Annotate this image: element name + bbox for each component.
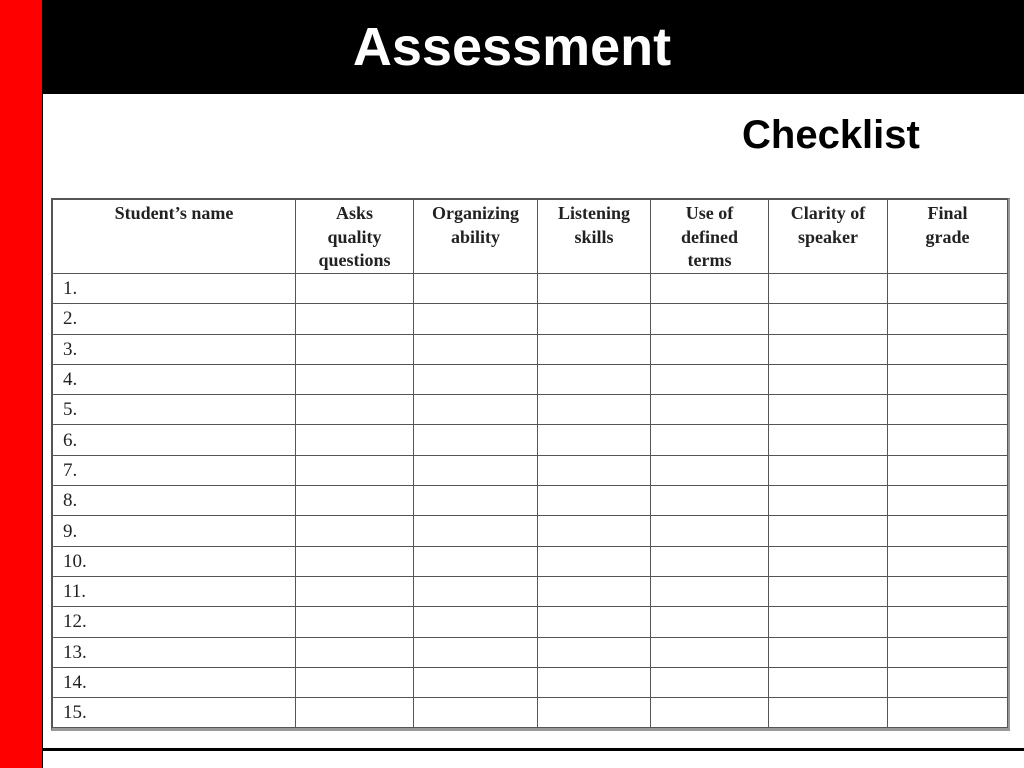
grade-cell	[888, 637, 1008, 667]
grade-cell	[888, 334, 1008, 364]
grade-cell	[769, 425, 888, 455]
grade-cell	[414, 364, 538, 394]
header-final-grade	[888, 200, 1008, 274]
grade-cell	[538, 395, 651, 425]
row-number-cell: 7.	[53, 455, 296, 485]
grade-cell	[414, 698, 538, 728]
table-row	[53, 486, 1008, 516]
table-row	[53, 274, 1008, 304]
header-line: Listening	[557, 203, 631, 223]
grade-cell	[538, 546, 651, 576]
grade-cell	[651, 486, 769, 516]
header-asks-quality-questions	[296, 200, 414, 274]
grade-cell	[538, 304, 651, 334]
grade-cell	[414, 607, 538, 637]
grade-cell	[296, 395, 414, 425]
table-row	[53, 334, 1008, 364]
grade-cell	[651, 698, 769, 728]
grade-cell	[769, 395, 888, 425]
grade-cell	[296, 576, 414, 606]
grade-cell	[651, 304, 769, 334]
grade-cell	[296, 486, 414, 516]
grade-cell	[414, 304, 538, 334]
header-line: speaker	[798, 226, 858, 247]
grade-cell	[769, 607, 888, 637]
table-row	[53, 395, 1008, 425]
grade-cell	[888, 455, 1008, 485]
grade-cell	[538, 364, 651, 394]
header-line: Organizing	[431, 203, 519, 223]
header-line: quality	[327, 226, 382, 247]
grade-cell	[538, 274, 651, 304]
grade-cell	[769, 546, 888, 576]
grade-cell	[414, 667, 538, 697]
grade-cell	[769, 516, 888, 546]
grade-cell	[538, 425, 651, 455]
grade-cell	[769, 455, 888, 485]
row-number-cell: 8.	[53, 486, 296, 516]
grade-cell	[296, 334, 414, 364]
header-line: Use of	[685, 203, 734, 223]
table-row	[53, 425, 1008, 455]
header-line: Final	[927, 203, 968, 223]
row-number-cell: 1.	[53, 274, 296, 304]
grade-cell	[296, 698, 414, 728]
table-row	[53, 667, 1008, 697]
grade-cell	[769, 637, 888, 667]
grade-cell	[296, 455, 414, 485]
grade-cell	[296, 546, 414, 576]
grade-cell	[296, 516, 414, 546]
grade-cell	[296, 425, 414, 455]
slide-subtitle: Checklist	[742, 113, 920, 157]
row-number-cell: 14.	[53, 667, 296, 697]
grade-cell	[414, 395, 538, 425]
table-row	[53, 364, 1008, 394]
grade-cell	[651, 364, 769, 394]
table-body	[53, 274, 1008, 728]
grade-cell	[651, 274, 769, 304]
grade-cell	[414, 334, 538, 364]
grade-cell	[888, 546, 1008, 576]
header-line: Asks	[335, 203, 374, 223]
table-header-row	[53, 200, 1008, 274]
table-row	[53, 637, 1008, 667]
row-number-cell: 9.	[53, 516, 296, 546]
grade-cell	[888, 395, 1008, 425]
bottom-rule	[43, 748, 1024, 751]
table-row	[53, 546, 1008, 576]
grade-cell	[769, 576, 888, 606]
header-line: grade	[925, 226, 970, 247]
grade-cell	[414, 425, 538, 455]
table-row	[53, 455, 1008, 485]
grade-cell	[414, 274, 538, 304]
header-line: skills	[574, 226, 614, 247]
grade-cell	[769, 364, 888, 394]
grade-cell	[888, 486, 1008, 516]
row-number-cell: 6.	[53, 425, 296, 455]
grade-cell	[651, 455, 769, 485]
grade-cell	[538, 698, 651, 728]
grade-cell	[888, 304, 1008, 334]
header-listening-skills	[538, 200, 651, 274]
checklist-table	[52, 199, 1008, 728]
checklist-table-frame	[51, 198, 1010, 731]
grade-cell	[769, 304, 888, 334]
header-organizing-ability	[414, 200, 538, 274]
grade-cell	[538, 637, 651, 667]
grade-cell	[296, 637, 414, 667]
table-row	[53, 516, 1008, 546]
slide-title: Assessment	[352, 17, 672, 77]
grade-cell	[651, 425, 769, 455]
grade-cell	[414, 546, 538, 576]
grade-cell	[651, 516, 769, 546]
grade-cell	[769, 667, 888, 697]
grade-cell	[651, 667, 769, 697]
grade-cell	[538, 576, 651, 606]
grade-cell	[414, 637, 538, 667]
grade-cell	[769, 274, 888, 304]
table-row	[53, 607, 1008, 637]
header-use-of-defined-terms	[651, 200, 769, 274]
grade-cell	[538, 486, 651, 516]
grade-cell	[414, 486, 538, 516]
left-accent-bar	[0, 0, 43, 768]
table-row	[53, 576, 1008, 606]
grade-cell	[538, 607, 651, 637]
grade-cell	[769, 486, 888, 516]
grade-cell	[414, 576, 538, 606]
grade-cell	[769, 698, 888, 728]
grade-cell	[538, 334, 651, 364]
table-row	[53, 304, 1008, 334]
grade-cell	[538, 667, 651, 697]
grade-cell	[538, 516, 651, 546]
grade-cell	[651, 395, 769, 425]
header-line: questions	[318, 250, 391, 270]
row-number-cell: 12.	[53, 607, 296, 637]
grade-cell	[414, 455, 538, 485]
row-number-cell: 10.	[53, 546, 296, 576]
row-number-cell: 2.	[53, 304, 296, 334]
header-line: Student’s name	[114, 203, 234, 223]
grade-cell	[769, 334, 888, 364]
header-line: defined	[680, 226, 738, 247]
grade-cell	[888, 667, 1008, 697]
grade-cell	[538, 455, 651, 485]
grade-cell	[888, 425, 1008, 455]
row-number-cell: 3.	[53, 334, 296, 364]
header-line: ability	[450, 226, 500, 247]
grade-cell	[296, 274, 414, 304]
row-number-cell: 15.	[53, 698, 296, 728]
grade-cell	[888, 607, 1008, 637]
grade-cell	[651, 607, 769, 637]
grade-cell	[296, 304, 414, 334]
header-line: Clarity of	[790, 203, 866, 223]
header-line: terms	[687, 250, 732, 270]
grade-cell	[651, 334, 769, 364]
row-number-cell: 5.	[53, 395, 296, 425]
header-students-name	[53, 200, 296, 274]
header-clarity-of-speaker	[769, 200, 888, 274]
table-row	[53, 698, 1008, 728]
row-number-cell: 13.	[53, 637, 296, 667]
grade-cell	[651, 546, 769, 576]
row-number-cell: 4.	[53, 364, 296, 394]
grade-cell	[296, 607, 414, 637]
grade-cell	[888, 576, 1008, 606]
grade-cell	[296, 364, 414, 394]
grade-cell	[651, 576, 769, 606]
grade-cell	[651, 637, 769, 667]
grade-cell	[296, 667, 414, 697]
grade-cell	[414, 516, 538, 546]
grade-cell	[888, 364, 1008, 394]
grade-cell	[888, 698, 1008, 728]
grade-cell	[888, 516, 1008, 546]
grade-cell	[888, 274, 1008, 304]
row-number-cell: 11.	[53, 576, 296, 606]
